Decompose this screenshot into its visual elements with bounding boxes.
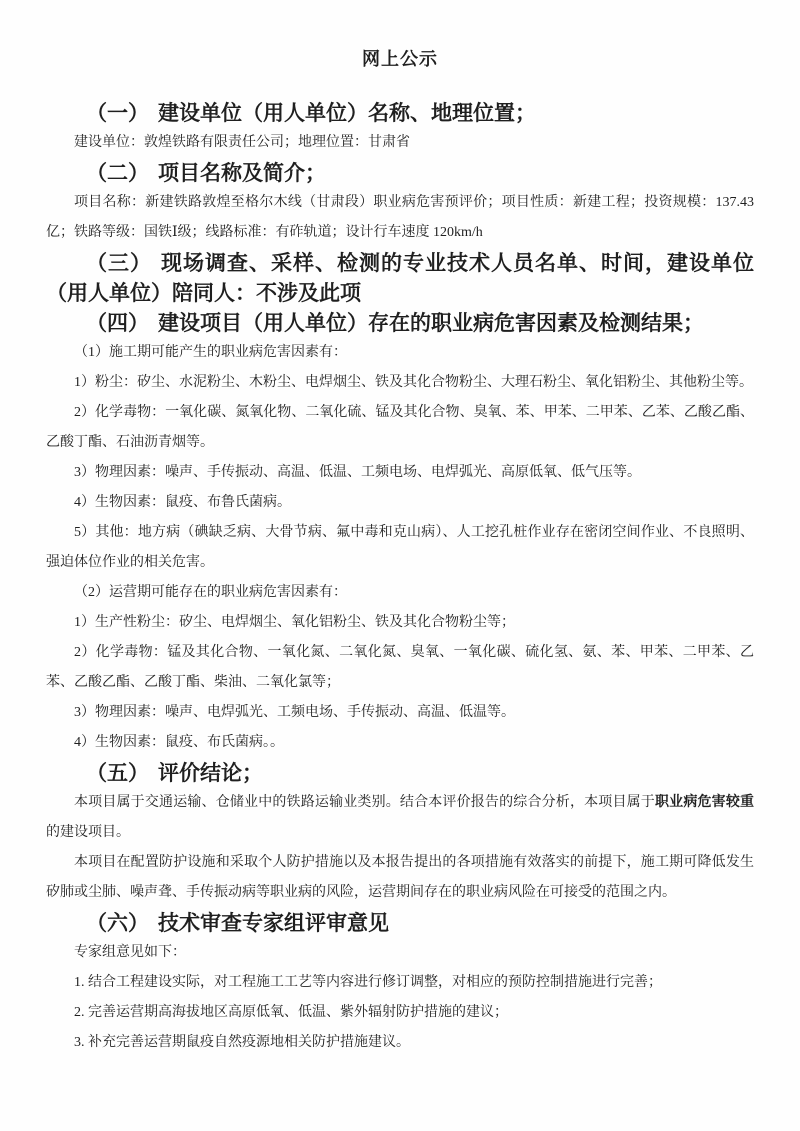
section-2-heading bbox=[46, 158, 754, 188]
expert-opinion-item-3: 3. 补充完善运营期鼠疫自然疫源地相关防护措施建议。 bbox=[74, 1035, 410, 1050]
conclusion-prefix: 本项目属于交通运输、仓储业中的铁路运输业类别。结合本评价报告的综合分析，本项目属于 bbox=[74, 795, 655, 810]
operation-chemical-item: 2）化学毒物：锰及其化合物、一氧化氮、二氧化氮、臭氧、一氧化碳、硫化氢、氨、苯、甲苯、二甲苯、乙苯、乙酸乙酯、乙酸丁酯、柴油、二氧化氯等； bbox=[46, 645, 754, 690]
section-5-title: 评价结论； bbox=[158, 761, 263, 785]
construction-other-item: 5）其他：地方病（碘缺乏病、大骨节病、氟中毒和克山病）、人工挖孔桩作业存在密闭空间作业、不良照明、强迫体位作业的相关危害。 bbox=[46, 525, 754, 570]
operation-biological-item: 4）生物因素：鼠疫、布氏菌病。。 bbox=[74, 735, 284, 750]
section-5-marker: （五） bbox=[86, 761, 149, 785]
construction-chemical-item: 2）化学毒物：一氧化碳、氮氧化物、二氧化硫、锰及其化合物、臭氧、苯、甲苯、二甲苯、乙苯、乙酸乙酯、乙酸丁酯、石油沥青烟等。 bbox=[46, 405, 754, 450]
section-1-title: 建设单位（用人单位）名称、地理位置； bbox=[158, 101, 536, 125]
project-info-paragraph: 项目名称：新建铁路敦煌至格尔木线（甘肃段）职业病危害预评价；项目性质：新建工程；投资规模：137.43亿；铁路等级：国铁Ⅰ级；线路标准：有砟轨道；设计行车速度 120km/h bbox=[46, 195, 754, 240]
expert-opinion-intro: 专家组意见如下： bbox=[74, 945, 186, 960]
conclusion-paragraph bbox=[46, 788, 754, 848]
section-1-heading bbox=[46, 98, 754, 128]
section-2-marker: （二） bbox=[86, 161, 149, 185]
section-6-marker: （六） bbox=[86, 911, 149, 935]
section-3-marker: （三） bbox=[86, 251, 152, 275]
section-6 bbox=[46, 908, 754, 1058]
section-1 bbox=[46, 98, 754, 158]
construction-physical-item: 3）物理因素：噪声、手传振动、高温、低温、工频电场、电焊弧光、高原低氧、低气压等。 bbox=[74, 465, 641, 480]
operation-physical-item: 3）物理因素：噪声、电焊弧光、工频电场、手传振动、高温、低温等。 bbox=[74, 705, 515, 720]
page-title: 网上公示 bbox=[362, 49, 438, 69]
section-3 bbox=[46, 248, 754, 308]
construction-biological-item: 4）生物因素：鼠疫、布鲁氏菌病。 bbox=[74, 495, 291, 510]
section-5 bbox=[46, 758, 754, 908]
section-4 bbox=[46, 308, 754, 758]
expert-opinion-item-2: 2. 完善运营期高海拔地区高原低氧、低温、紫外辐射防护措施的建议； bbox=[74, 1005, 508, 1020]
section-4-marker: （四） bbox=[86, 311, 149, 335]
operation-dust-item: 1）生产性粉尘：矽尘、电焊烟尘、氧化铝粉尘、铁及其化合物粉尘等； bbox=[74, 615, 515, 630]
section-2 bbox=[46, 158, 754, 248]
section-6-heading bbox=[46, 908, 754, 938]
construction-unit-paragraph: 建设单位：敦煌铁路有限责任公司；地理位置：甘肃省 bbox=[74, 135, 410, 150]
section-6-title: 技术审查专家组评审意见 bbox=[158, 911, 389, 935]
construction-period-intro: （1）施工期可能产生的职业病危害因素有： bbox=[74, 345, 347, 360]
construction-dust-item: 1）粉尘：矽尘、水泥粉尘、木粉尘、电焊烟尘、铁及其化合物粉尘、大理石粉尘、氧化铝粉尘、其他粉尘等。 bbox=[74, 375, 753, 390]
section-3-title: 现场调查、采样、检测的专业技术人员名单、时间，建设单位（用人单位）陪同人：不涉及此项 bbox=[46, 251, 754, 305]
conclusion-suffix: 的建设项目。 bbox=[46, 825, 130, 840]
section-4-heading bbox=[46, 308, 754, 338]
risk-control-paragraph: 本项目在配置防护设施和采取个人防护措施以及本报告提出的各项措施有效落实的前提下，施工期可降低发生矽肺或尘肺、噪声聋、手传振动病等职业病的风险，运营期间存在的职业病风险在可接受的范围之内。 bbox=[46, 855, 754, 900]
section-5-heading bbox=[46, 758, 754, 788]
section-4-title: 建设项目（用人单位）存在的职业病危害因素及检测结果； bbox=[158, 311, 704, 335]
operation-period-intro: （2）运营期可能存在的职业病危害因素有： bbox=[74, 585, 347, 600]
conclusion-emphasis: 职业病危害较重 bbox=[654, 795, 755, 810]
expert-opinion-item-1: 1. 结合工程建设实际，对工程施工工艺等内容进行修订调整，对相应的预防控制措施进行完善； bbox=[74, 975, 662, 990]
section-1-marker: （一） bbox=[86, 101, 149, 125]
section-2-title: 项目名称及简介； bbox=[158, 161, 326, 185]
section-3-heading bbox=[46, 248, 754, 308]
